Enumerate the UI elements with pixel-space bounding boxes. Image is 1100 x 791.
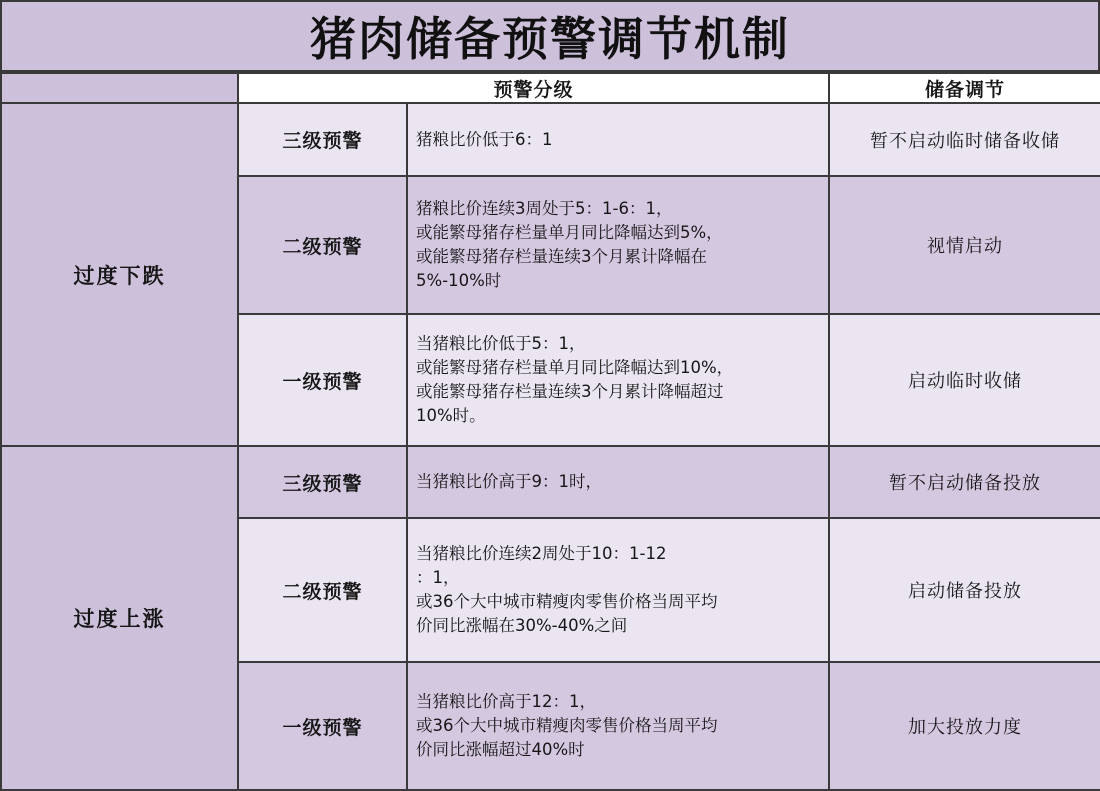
action-cell: 加大投放力度 xyxy=(829,662,1100,790)
condition-cell xyxy=(407,314,829,446)
condition-cell xyxy=(407,518,829,662)
warning-level-cell: 一级预警 xyxy=(238,662,407,790)
action-cell: 启动储备投放 xyxy=(829,518,1100,662)
header-corner-cell xyxy=(1,73,238,103)
header-reserve-adjustment: 储备调节 xyxy=(829,73,1100,103)
title-bar xyxy=(0,0,1100,72)
category-cell: 过度上涨 xyxy=(1,446,238,790)
category-cell: 过度下跌 xyxy=(1,103,238,446)
condition-line: 当猪粮比价高于12：1， xyxy=(416,692,596,711)
condition-line: 或能繁母猪存栏量单月同比降幅达到5%， xyxy=(416,223,723,242)
warning-level-cell: 三级预警 xyxy=(238,103,407,176)
condition-line: 价同比涨幅在30%-40%之间 xyxy=(416,616,628,635)
condition-line: 价同比涨幅超过40%时 xyxy=(416,740,585,759)
table-header-row xyxy=(1,73,1100,103)
action-cell: 启动临时收储 xyxy=(829,314,1100,446)
condition-line: 或36个大中城市精瘦肉零售价格当周平均 xyxy=(416,716,718,735)
condition-cell xyxy=(407,176,829,314)
condition-line: 或能繁母猪存栏量连续3个月累计降幅超过 xyxy=(416,382,724,401)
condition-line: 猪粮比价连续3周处于5：1-6：1， xyxy=(416,199,673,218)
condition-line: 或36个大中城市精瘦肉零售价格当周平均 xyxy=(416,592,718,611)
condition-line: 5%-10%时 xyxy=(416,271,502,290)
table-row xyxy=(1,103,1100,176)
condition-line: 猪粮比价低于6：1 xyxy=(416,129,553,149)
condition-cell xyxy=(407,103,829,176)
condition-cell xyxy=(407,662,829,790)
action-cell: 暂不启动临时储备收储 xyxy=(829,103,1100,176)
warning-level-cell: 一级预警 xyxy=(238,314,407,446)
warning-level-cell: 二级预警 xyxy=(238,176,407,314)
condition-line: 10%时。 xyxy=(416,406,486,425)
page-title: 猪肉储备预警调节机制 xyxy=(310,12,790,66)
condition-line: 当猪粮比价低于5：1， xyxy=(416,334,586,353)
table-row xyxy=(1,446,1100,518)
warning-level-cell: 二级预警 xyxy=(238,518,407,662)
condition-line: 当猪粮比价连续2周处于10：1-12 xyxy=(416,544,667,563)
condition-line: 或能繁母猪存栏量单月同比降幅达到10%， xyxy=(416,358,734,377)
condition-line: ：1， xyxy=(416,568,460,587)
action-cell: 暂不启动储备投放 xyxy=(829,446,1100,518)
warning-table xyxy=(0,72,1100,791)
condition-line: 或能繁母猪存栏量连续3个月累计降幅在 xyxy=(416,247,707,266)
action-cell: 视情启动 xyxy=(829,176,1100,314)
condition-cell xyxy=(407,446,829,518)
condition-line: 当猪粮比价高于9：1时， xyxy=(416,472,602,491)
header-warning-levels: 预警分级 xyxy=(238,73,829,103)
warning-level-cell: 三级预警 xyxy=(238,446,407,518)
